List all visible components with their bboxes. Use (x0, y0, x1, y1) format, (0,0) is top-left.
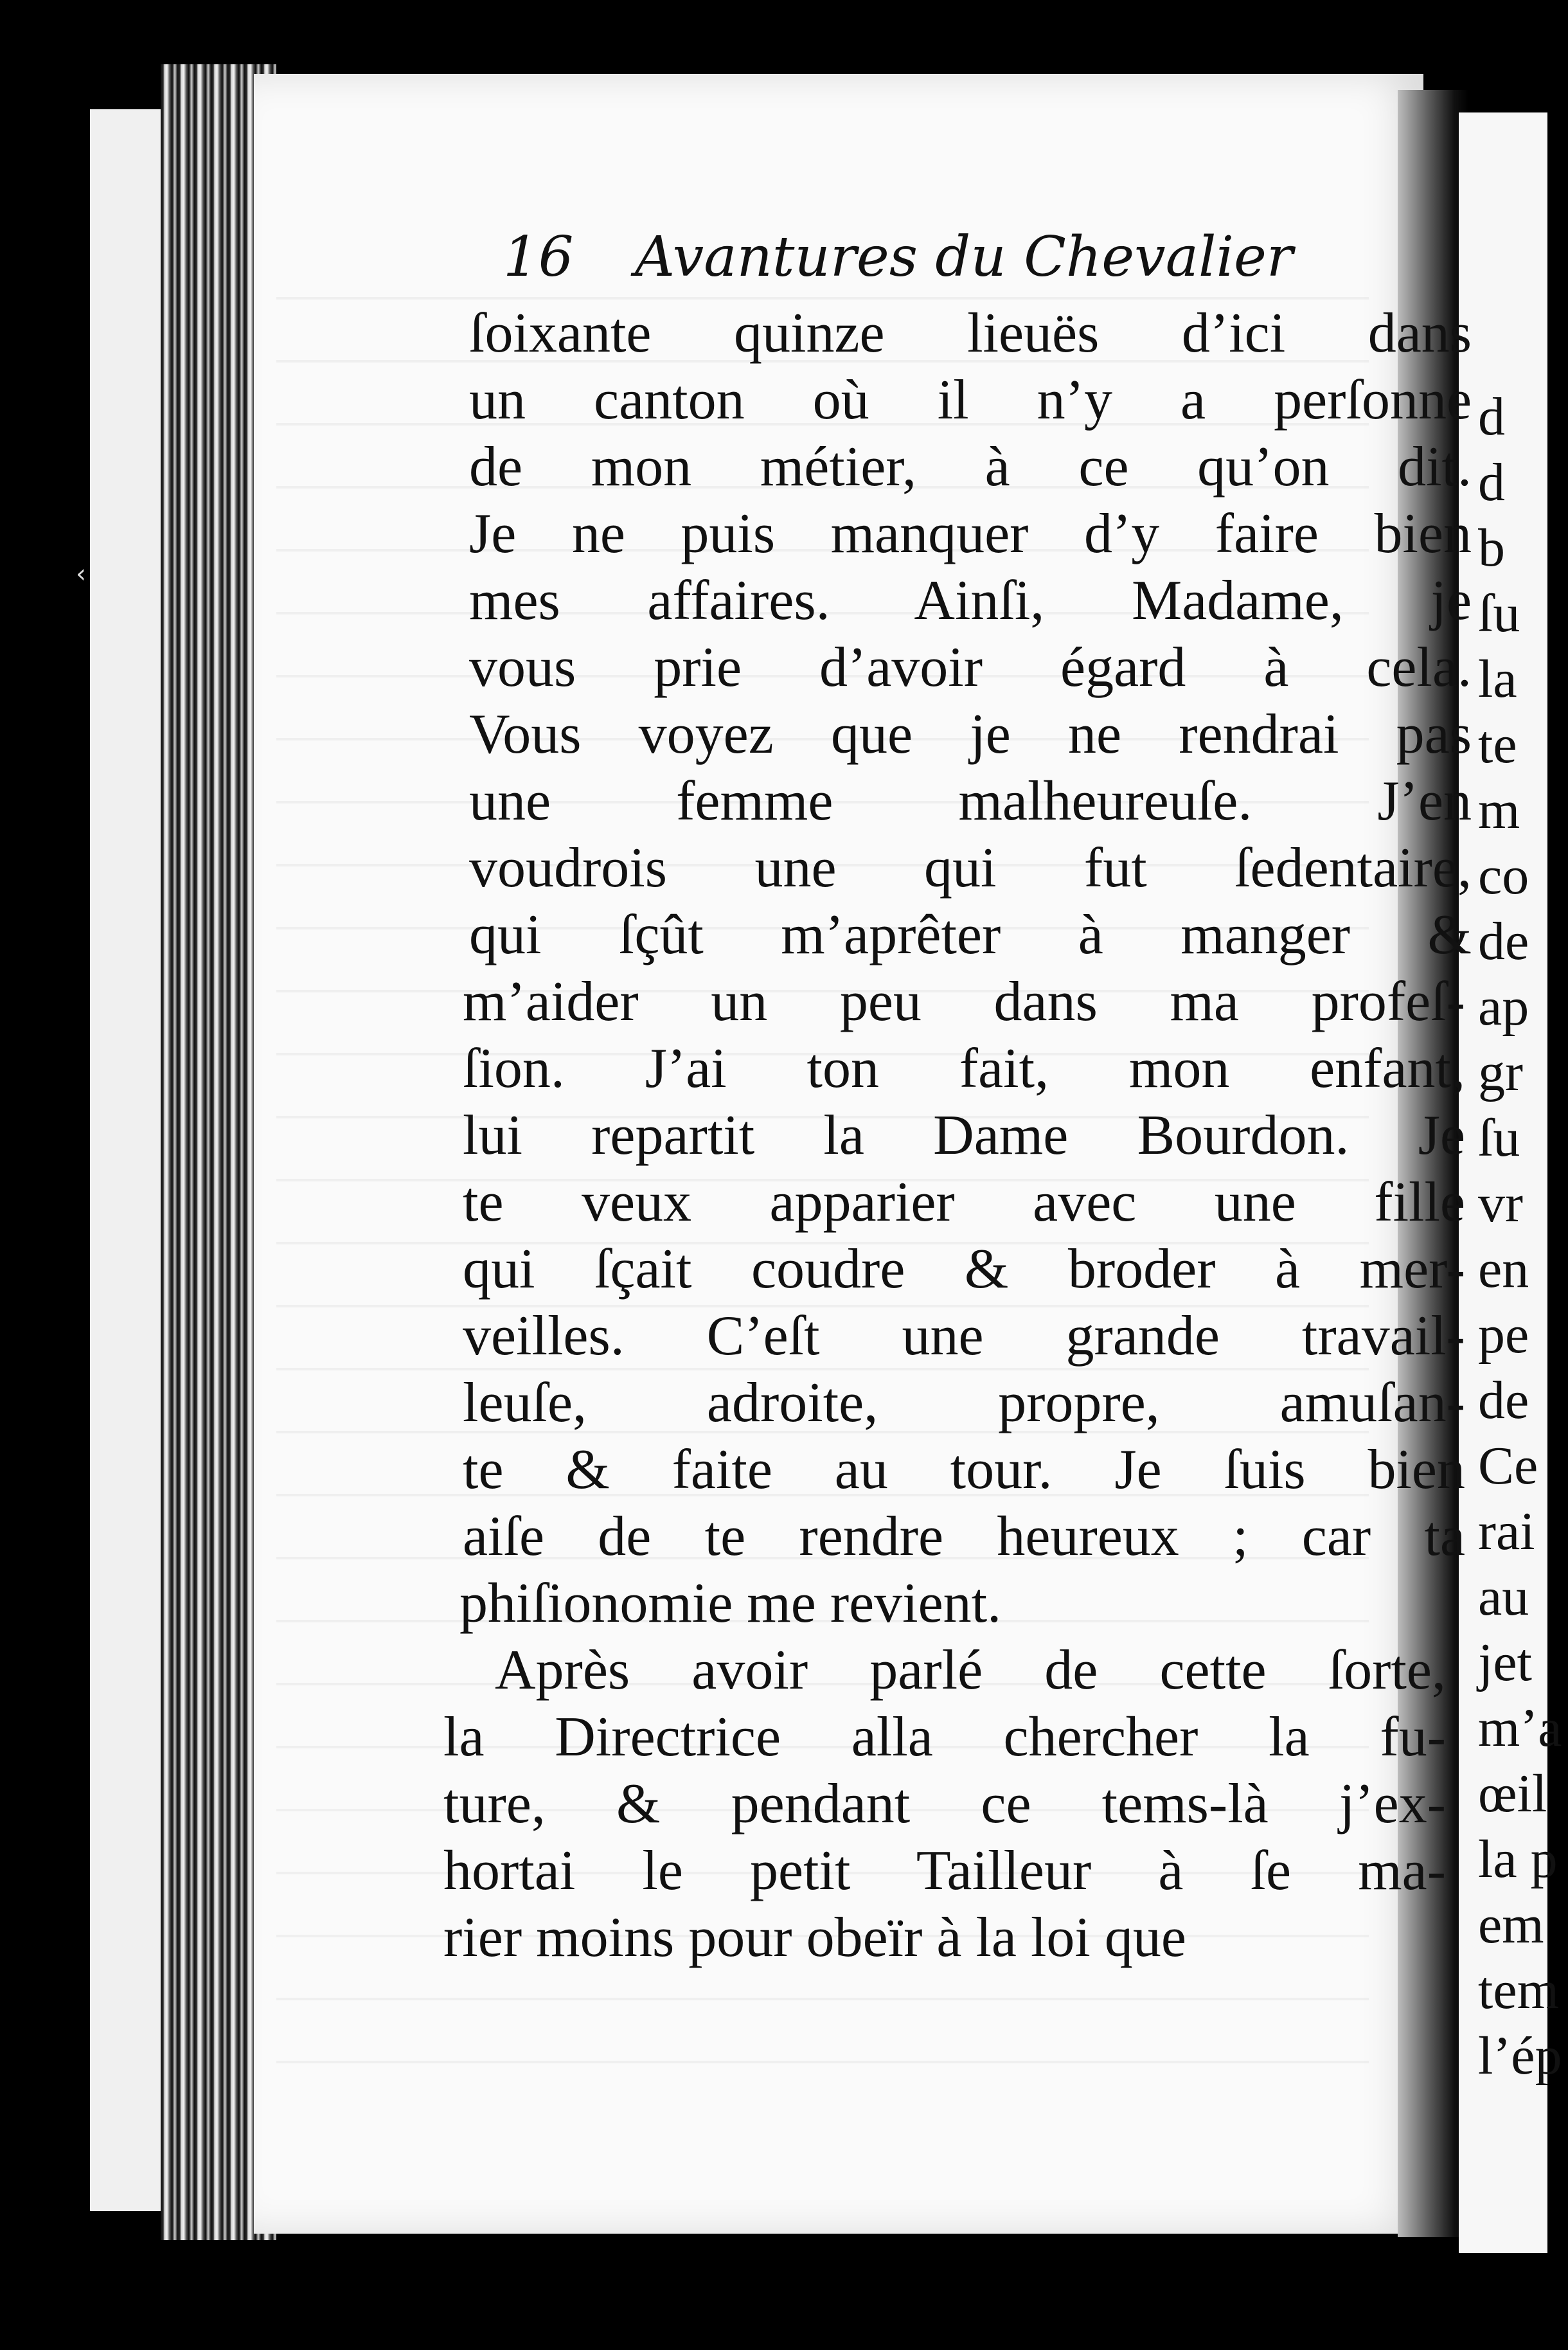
text-line: phiſionomie me revient. (459, 1572, 1002, 1635)
text-line: lui repartit la Dame Bourdon. Je (463, 1104, 1465, 1167)
text-line: la Directrice alla chercher la fu- (443, 1706, 1446, 1768)
text-line: rier moins pour obeïr à la loi que (443, 1906, 1186, 1969)
text-line: aiſe de te rendre heureux ; car ta (463, 1505, 1465, 1568)
text-line: ture, & pendant ce tems-là j’ex- (443, 1773, 1446, 1835)
text-line: qui ſçût m’aprêter à manger & (469, 904, 1472, 966)
right-page-fragment: la p (1478, 1829, 1558, 1889)
running-head (503, 225, 1294, 315)
right-page-fragment: em (1478, 1895, 1544, 1955)
right-page-fragment: m’a (1478, 1698, 1562, 1758)
text-line: te & faite au tour. Je ſuis bien (463, 1439, 1465, 1501)
right-page-fragment: de (1478, 1370, 1529, 1430)
right-page-fragment: pe (1478, 1305, 1529, 1365)
running-head-title: Avantures du Chevalier (635, 225, 1294, 289)
text-line: veilles. C’eſt une grande travail- (463, 1305, 1465, 1367)
right-page-fragment: tem (1478, 1960, 1559, 2020)
text-line: qui ſçait coudre & broder à mer- (463, 1238, 1465, 1300)
right-page-fragment: ſu (1478, 1108, 1520, 1168)
right-page-fragment: gr (1478, 1043, 1523, 1102)
text-line: vous prie d’avoir égard à cela. (469, 636, 1472, 699)
text-line: Vous voyez que je ne rendrai pas (469, 703, 1472, 766)
right-page-fragment: d (1478, 453, 1505, 512)
text-line: mes affaires. Ainſi, Madame, je (469, 570, 1472, 632)
page-number: 16 (503, 225, 574, 289)
right-page-fragment: m (1478, 780, 1520, 840)
right-page-fragment: vr (1478, 1174, 1523, 1233)
text-line: m’aider un peu dans ma profeſ- (463, 971, 1465, 1033)
text-line: leuſe, adroite, propre, amuſan- (463, 1372, 1465, 1434)
page-body-text (443, 302, 1472, 2005)
text-line: de mon métier, à ce qu’on dit. (469, 436, 1472, 498)
right-page-fragment: ap (1478, 977, 1529, 1037)
text-line: une femme malheureuſe. J’en (469, 770, 1472, 832)
right-page-fragment: l’ép (1478, 2026, 1562, 2086)
right-page-fragment: Ce (1478, 1436, 1538, 1496)
right-page-fragment: ſu (1478, 584, 1520, 643)
text-line: un canton où il n’y a perſonne (469, 369, 1472, 431)
right-page-fragment: de (1478, 911, 1529, 971)
margin-mark: ‹ (76, 559, 86, 589)
text-line: hortai le petit Tailleur à ſe ma- (443, 1840, 1446, 1902)
right-page-fragment: en (1478, 1239, 1529, 1299)
text-line: Après avoir parlé de cette ſorte, (495, 1639, 1446, 1701)
right-page-fragment: rai (1478, 1502, 1535, 1561)
right-page-fragment: d (1478, 387, 1505, 447)
text-line: te veux apparier avec une fille (463, 1171, 1465, 1233)
text-line: Je ne puis manquer d’y faire bien (469, 503, 1472, 565)
right-page-fragment: œil (1478, 1764, 1547, 1824)
text-line: ſion. J’ai ton fait, mon enfant, (463, 1037, 1465, 1100)
right-page-fragment: te (1478, 715, 1517, 775)
right-page-fragment: b (1478, 518, 1505, 578)
right-page-text-fragments (1478, 386, 1562, 2108)
text-line: voudrois une qui fut ſedentaire, (469, 837, 1472, 899)
right-page-fragment: co (1478, 846, 1529, 906)
outer-page-margin (90, 109, 167, 2211)
right-page-fragment: la (1478, 649, 1517, 709)
right-page-fragment: au (1478, 1567, 1529, 1627)
text-line: ſoixante quinze lieuës d’ici dans (469, 302, 1472, 364)
right-page-fragment: jet (1478, 1633, 1532, 1692)
